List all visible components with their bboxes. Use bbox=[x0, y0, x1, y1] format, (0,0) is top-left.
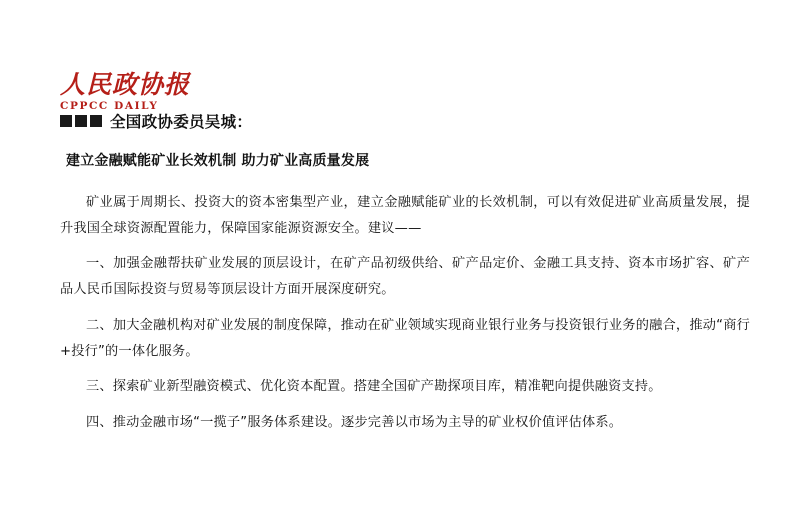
article-paragraph: 三、探索矿业新型融资模式、优化资本配置。搭建全国矿产勘探项目库，精准靶向提供融资支持。 bbox=[86, 379, 662, 395]
masthead-logo-text: 人民政协报 bbox=[60, 70, 191, 99]
square-icon bbox=[75, 115, 87, 127]
article-byline: 全国政协委员吴城： bbox=[110, 113, 253, 131]
article-body bbox=[60, 110, 750, 446]
article-paragraph: 二、加大金融机构对矿业发展的制度保障，推动在矿业领域实现商业银行业务与投资银行业务的融合，推动“商行+投行”的一体化服务。 bbox=[60, 317, 750, 359]
newspaper-masthead bbox=[60, 72, 190, 112]
square-icon bbox=[90, 115, 102, 127]
article-paragraph: 矿业属于周期长、投资大的资本密集型产业，建立金融赋能矿业的长效机制，可以有效促进矿业高质量发展，提升我国全球资源配置能力，保障国家能源资源安全。建议—— bbox=[60, 195, 750, 236]
byline-row bbox=[60, 110, 750, 132]
square-icon bbox=[60, 115, 72, 127]
article-paragraph: 一、加强金融帮扶矿业发展的顶层设计，在矿产品初级供给、矿产品定价、金融工具支持、资本市场扩容、矿产品人民币国际投资与贸易等顶层设计方面开展深度研究。 bbox=[60, 256, 750, 298]
bullet-squares-icon bbox=[60, 115, 102, 127]
masthead-subtitle-text: CPPCC DAILY bbox=[60, 100, 159, 113]
article-subhead: 建立金融赋能矿业长效机制 助力矿业高质量发展 bbox=[66, 153, 370, 169]
article-paragraph: 四、推动金融市场“一揽子”服务体系建设。逐步完善以市场为主导的矿业权价值评估体系。 bbox=[86, 415, 623, 431]
